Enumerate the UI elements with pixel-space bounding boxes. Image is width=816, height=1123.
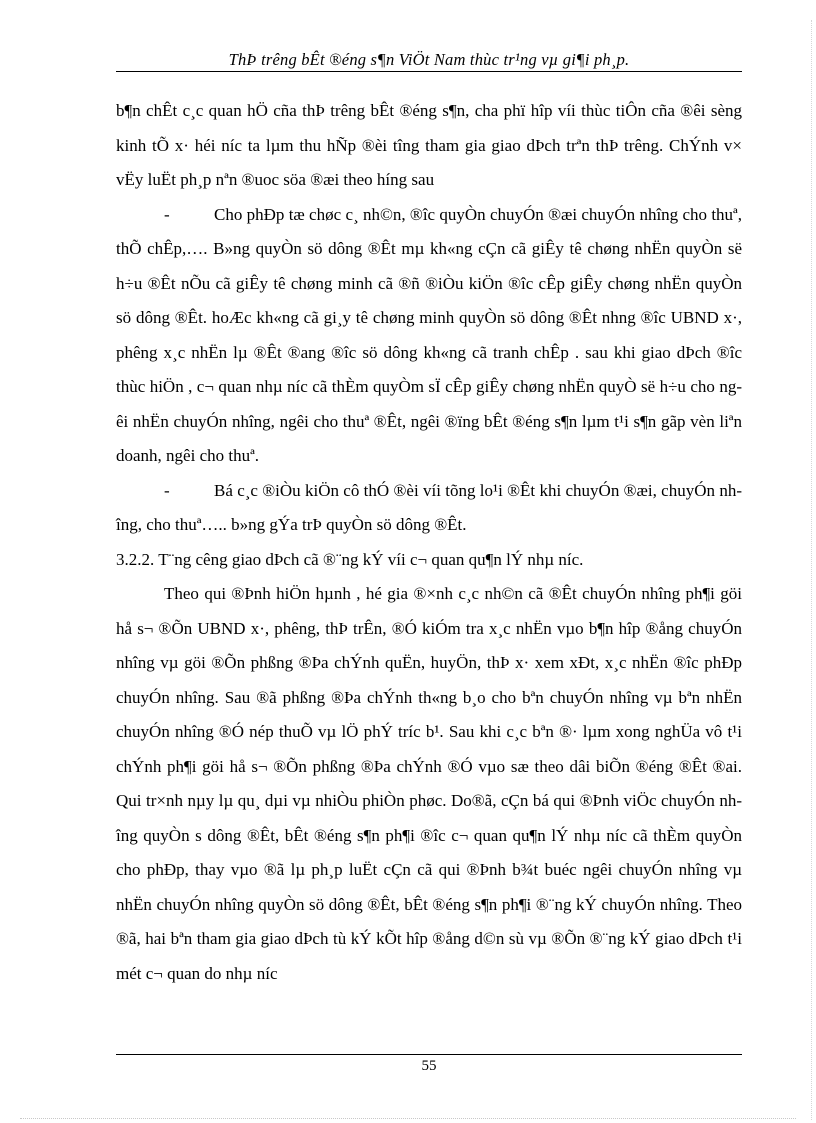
header-divider — [116, 71, 742, 72]
paragraph-2: Theo qui ®Þnh hiÖn hµnh , hé gia ®×nh c¸c nh©n cã ®Êt chuyÓn nhîng ph¶i göi hå s¬ ®Õn UBND x·, phêng, thÞ trÊn, ®Ó kiÓm tra x¸c nhËn vµo b¶n hîp ®ång chuyÓn nhîng vµ göi ®Õn phßng ®Þa chÝnh quËn, huyÖn, thÞ x· xem xÐt, x¸c nhËn ®îc phÐp chuyÓn nhîng. Sau ®ã phßng ®Þa chÝnh th«ng b¸o cho bªn chuyÓn nhîng vµ bªn nhËn chuyÓn nhîng ®Ó nép thuÕ vµ lÖ phÝ tríc b¹. Sau khi c¸c bªn ®· lµm xong nghÜa vô t¹i chÝnh ph¶i göi hå s¬ ®Õn phßng ®Þa chÝnh ®Ó vµo sæ theo dâi biÕn ®éng ®Êt ®ai. Qui tr×nh nµy lµ qu¸ dµi vµ nhiÒu phiÒn phøc. Do®ã, cÇn bá qui ®Þnh viÖc chuyÓn nhîng quyÒn s dông ®Êt, bÊt ®éng s¶n ph¶i ®îc c¬ quan qu¶n lÝ nhµ níc cã thÈm quyÒn cho phÐp, thay vµo ®ã lµ ph¸p luËt cÇn cã qui ®Þnh b¾t buéc ngêi chuyÓn nhîng vµ nhËn chuyÓn nhîng quyÒn sö dông ®Êt, bÊt ®éng s¶n ph¶i ®¨ng kÝ chuyÓn nhîng. Theo ®ã, hai bªn tham gia giao dÞch tù kÝ kÕt hîp ®ång d©n sù vµ ®Õn ®¨ng kÝ giao dÞch t¹i mét c¬ quan do nhµ níc — [116, 584, 742, 983]
bullet-text-2: Bá c¸c ®iÒu kiÖn cô thÓ ®èi víi tõng lo¹i ®Êt khi chuyÓn ®æi, chuyÓn nhîng, cho thuª….. b»ng gÝa trÞ quyÒn sö dông ®Êt. — [116, 480, 742, 534]
bullet-text-1: Cho phÐp tæ chøc c¸ nh©n, ®îc quyÒn chuyÓn ®æi chuyÓn nhîng cho thuª, thÕ chÊp,…. B»ng quyÒn sö dông ®Êt mµ kh«ng cÇn cã giÊy tê chøng nhËn quyÒn së h÷u ®Êt nÕu cã giÊy tê chøng minh cã ®ñ ®iÒu kiÖn ®îc cÊp giÊy chøng nhËn quyÒn sö dông ®Êt. hoÆc kh«ng cã gi¸y tê chøng minh quyÒn sö dông ®Êt nhng ®îc UBND x·, phêng x¸c nhËn lµ ®Êt ®ang ®îc sö dông kh«ng cã tranh chÊp . sau khi giao dÞch ®îc thùc hiÖn , c¬ quan nhµ níc cã thÈm quyÒm sÏ cÊp giÊy chøng nhËn quyÒ së h÷u cho ngêi nhËn chuyÓn nhîng, ngêi cho thuª ®Êt, ngêi ®ïng bÊt ®éng s¶n lµm t¹i s¶n gãp vèn liªn doanh, ngêi cho thuª. — [116, 204, 742, 465]
bullet-paragraph-2 — [116, 474, 742, 543]
footer-divider — [116, 1054, 742, 1055]
dash-marker: - — [164, 480, 170, 500]
bullet-paragraph-1 — [116, 198, 742, 474]
page-number: 55 — [421, 1058, 437, 1074]
page-right-border — [811, 20, 812, 1120]
body-text — [116, 94, 742, 991]
dash-marker: - — [164, 204, 170, 224]
running-header: ThÞ trêng bÊt ®éng s¶n ViÖt Nam thùc tr¹ng vµ gi¶i ph¸p. — [228, 50, 630, 69]
paragraph-1: b¶n chÊt c¸c quan hÖ cña thÞ trêng bÊt ®éng s¶n, cha phï hîp víi thùc tiÔn cña ®êi sèng kinh tÕ x· héi níc ta lµm thu hÑp ®èi tîng tham gia giao dÞch trªn thÞ trêng. ChÝnh v× vËy luËt ph¸p nªn ®uoc söa ®æi theo híng sau — [116, 101, 742, 189]
section-heading: 3.2.2. T¨ng cêng giao dÞch cã ®¨ng kÝ víi c¬ quan qu¶n lÝ nhµ níc. — [116, 549, 584, 569]
page-bottom-border — [20, 1118, 796, 1119]
